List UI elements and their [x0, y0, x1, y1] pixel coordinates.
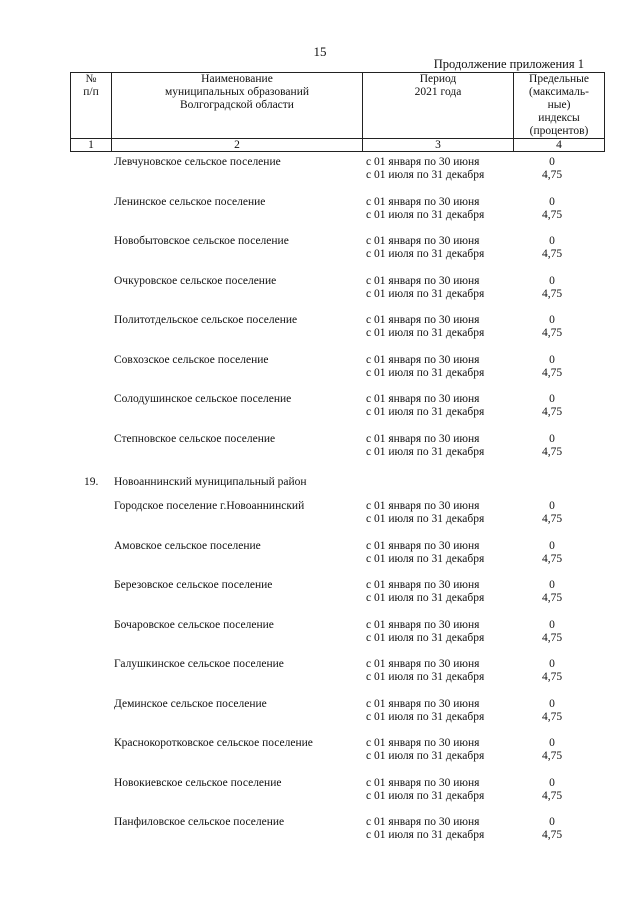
index-second-half: 4,75 — [541, 829, 563, 841]
index-cell — [532, 156, 572, 182]
index-first-half: 0 — [549, 816, 555, 828]
column-number-4: 4 — [514, 139, 605, 152]
settlement-name: Новобытовское сельское поселение — [114, 235, 289, 247]
index-first-half: 0 — [549, 354, 555, 366]
table-row — [0, 777, 640, 807]
column-number-1: 1 — [71, 139, 112, 152]
column-number-3: 3 — [363, 139, 514, 152]
table-row — [0, 393, 640, 423]
table-header — [70, 72, 605, 152]
index-first-half: 0 — [549, 619, 555, 631]
period-second-half: с 01 июля по 31 декабря — [366, 288, 485, 300]
period-first-half: с 01 января по 30 июня — [366, 156, 480, 168]
period-second-half: с 01 июля по 31 декабря — [366, 367, 485, 379]
page-number: 15 — [313, 44, 327, 59]
index-cell — [532, 658, 572, 684]
index-first-half: 0 — [549, 579, 555, 591]
settlement-name: Ленинское сельское поселение — [114, 196, 266, 208]
header-index: Предельные (максималь- ные) индексы (процентов) — [514, 73, 605, 139]
period-second-half: с 01 июля по 31 декабря — [366, 790, 485, 802]
index-cell — [532, 433, 572, 459]
period-cell — [366, 393, 484, 419]
period-cell — [366, 619, 484, 645]
table-row — [0, 619, 640, 649]
index-cell — [532, 393, 572, 419]
index-first-half: 0 — [549, 433, 555, 445]
table-row — [0, 698, 640, 728]
period-first-half: с 01 января по 30 июня — [366, 579, 480, 591]
index-second-half: 4,75 — [541, 750, 563, 762]
period-cell — [366, 275, 484, 301]
index-cell — [532, 235, 572, 261]
period-second-half: с 01 июля по 31 декабря — [366, 209, 485, 221]
index-cell — [532, 579, 572, 605]
period-first-half: с 01 января по 30 июня — [366, 196, 480, 208]
table-row — [0, 235, 640, 265]
period-second-half: с 01 июля по 31 декабря — [366, 248, 485, 260]
table-row — [0, 500, 640, 530]
settlement-name: Панфиловское сельское поселение — [114, 816, 285, 828]
settlement-name: Политотдельское сельское поселение — [114, 314, 298, 326]
period-cell — [366, 156, 484, 182]
table-row — [0, 737, 640, 767]
index-first-half: 0 — [549, 500, 555, 512]
settlement-name: Краснокоротковское сельское поселение — [114, 737, 313, 749]
settlement-name: Деминское сельское поселение — [114, 698, 267, 710]
settlement-name: Галушкинское сельское поселение — [114, 658, 284, 670]
settlement-name: Амовское сельское поселение — [114, 540, 261, 552]
period-cell — [366, 196, 484, 222]
period-first-half: с 01 января по 30 июня — [366, 777, 480, 789]
period-cell — [366, 235, 484, 261]
period-second-half: с 01 июля по 31 декабря — [366, 632, 485, 644]
period-second-half: с 01 июля по 31 декабря — [366, 671, 485, 683]
period-first-half: с 01 января по 30 июня — [366, 275, 480, 287]
settlement-name: Степновское сельское поселение — [114, 433, 276, 445]
index-second-half: 4,75 — [541, 327, 563, 339]
column-number-2: 2 — [112, 139, 363, 152]
index-cell — [532, 354, 572, 380]
period-cell — [366, 816, 484, 842]
index-first-half: 0 — [549, 698, 555, 710]
index-cell — [532, 816, 572, 842]
index-first-half: 0 — [549, 777, 555, 789]
index-second-half: 4,75 — [541, 592, 563, 604]
index-cell — [532, 619, 572, 645]
index-second-half: 4,75 — [541, 288, 563, 300]
index-cell — [532, 698, 572, 724]
district-name: Новоаннинский муниципальный район — [114, 476, 307, 488]
period-second-half: с 01 июля по 31 декабря — [366, 829, 485, 841]
period-first-half: с 01 января по 30 июня — [366, 393, 480, 405]
period-first-half: с 01 января по 30 июня — [366, 816, 480, 828]
period-cell — [366, 777, 484, 803]
index-first-half: 0 — [549, 737, 555, 749]
period-second-half: с 01 июля по 31 декабря — [366, 750, 485, 762]
period-second-half: с 01 июля по 31 декабря — [366, 327, 485, 339]
period-cell — [366, 354, 484, 380]
period-first-half: с 01 января по 30 июня — [366, 354, 480, 366]
index-second-half: 4,75 — [541, 671, 563, 683]
table-row — [0, 579, 640, 609]
index-first-half: 0 — [549, 540, 555, 552]
settlement-name: Совхозское сельское поселение — [114, 354, 269, 366]
index-cell — [532, 737, 572, 763]
period-second-half: с 01 июля по 31 декабря — [366, 553, 485, 565]
period-first-half: с 01 января по 30 июня — [366, 698, 480, 710]
index-first-half: 0 — [549, 275, 555, 287]
header-period: Период 2021 года — [363, 73, 514, 139]
period-second-half: с 01 июля по 31 декабря — [366, 711, 485, 723]
index-first-half: 0 — [549, 196, 555, 208]
index-second-half: 4,75 — [541, 513, 563, 525]
index-second-half: 4,75 — [541, 446, 563, 458]
period-cell — [366, 500, 484, 526]
period-cell — [366, 433, 484, 459]
period-first-half: с 01 января по 30 июня — [366, 500, 480, 512]
table-row — [0, 354, 640, 384]
district-number: 19. — [84, 476, 99, 488]
index-cell — [532, 777, 572, 803]
period-first-half: с 01 января по 30 июня — [366, 314, 480, 326]
period-second-half: с 01 июля по 31 декабря — [366, 446, 485, 458]
table-row — [0, 156, 640, 186]
index-cell — [532, 196, 572, 222]
index-cell — [532, 314, 572, 340]
index-second-half: 4,75 — [541, 790, 563, 802]
period-first-half: с 01 января по 30 июня — [366, 619, 480, 631]
index-first-half: 0 — [549, 156, 555, 168]
index-first-half: 0 — [549, 235, 555, 247]
index-first-half: 0 — [549, 658, 555, 670]
index-cell — [532, 540, 572, 566]
table-row — [0, 275, 640, 305]
period-cell — [366, 737, 484, 763]
settlement-name: Новокиевское сельское поселение — [114, 777, 282, 789]
settlement-name: Левчуновское сельское поселение — [114, 156, 281, 168]
period-first-half: с 01 января по 30 июня — [366, 658, 480, 670]
index-cell — [532, 500, 572, 526]
period-first-half: с 01 января по 30 июня — [366, 540, 480, 552]
header-name: Наименование муниципальных образований Волгоградской области — [112, 73, 363, 139]
period-second-half: с 01 июля по 31 декабря — [366, 513, 485, 525]
table-row — [0, 540, 640, 570]
index-cell — [532, 275, 572, 301]
index-second-half: 4,75 — [541, 209, 563, 221]
period-second-half: с 01 июля по 31 декабря — [366, 169, 485, 181]
period-cell — [366, 579, 484, 605]
table-row — [0, 816, 640, 846]
period-cell — [366, 540, 484, 566]
period-first-half: с 01 января по 30 июня — [366, 235, 480, 247]
index-first-half: 0 — [549, 314, 555, 326]
period-second-half: с 01 июля по 31 декабря — [366, 406, 485, 418]
table-row — [0, 433, 640, 463]
table-row — [0, 196, 640, 226]
index-second-half: 4,75 — [541, 406, 563, 418]
period-cell — [366, 698, 484, 724]
index-second-half: 4,75 — [541, 367, 563, 379]
period-cell — [366, 658, 484, 684]
settlement-name: Бочаровское сельское поселение — [114, 619, 274, 631]
index-second-half: 4,75 — [541, 553, 563, 565]
period-first-half: с 01 января по 30 июня — [366, 433, 480, 445]
index-second-half: 4,75 — [541, 711, 563, 723]
period-cell — [366, 314, 484, 340]
settlement-name: Березовское сельское поселение — [114, 579, 273, 591]
settlement-name: Городское поселение г.Новоаннинский — [114, 500, 305, 512]
index-second-half: 4,75 — [541, 248, 563, 260]
period-first-half: с 01 января по 30 июня — [366, 737, 480, 749]
continuation-note: Продолжение приложения 1 — [433, 57, 584, 71]
table-row — [0, 658, 640, 688]
index-second-half: 4,75 — [541, 632, 563, 644]
index-first-half: 0 — [549, 393, 555, 405]
period-second-half: с 01 июля по 31 декабря — [366, 592, 485, 604]
index-second-half: 4,75 — [541, 169, 563, 181]
settlement-name: Солодушинское сельское поселение — [114, 393, 292, 405]
table-row — [0, 314, 640, 344]
settlement-name: Очкуровское сельское поселение — [114, 275, 277, 287]
header-number: № п/п — [71, 73, 112, 139]
